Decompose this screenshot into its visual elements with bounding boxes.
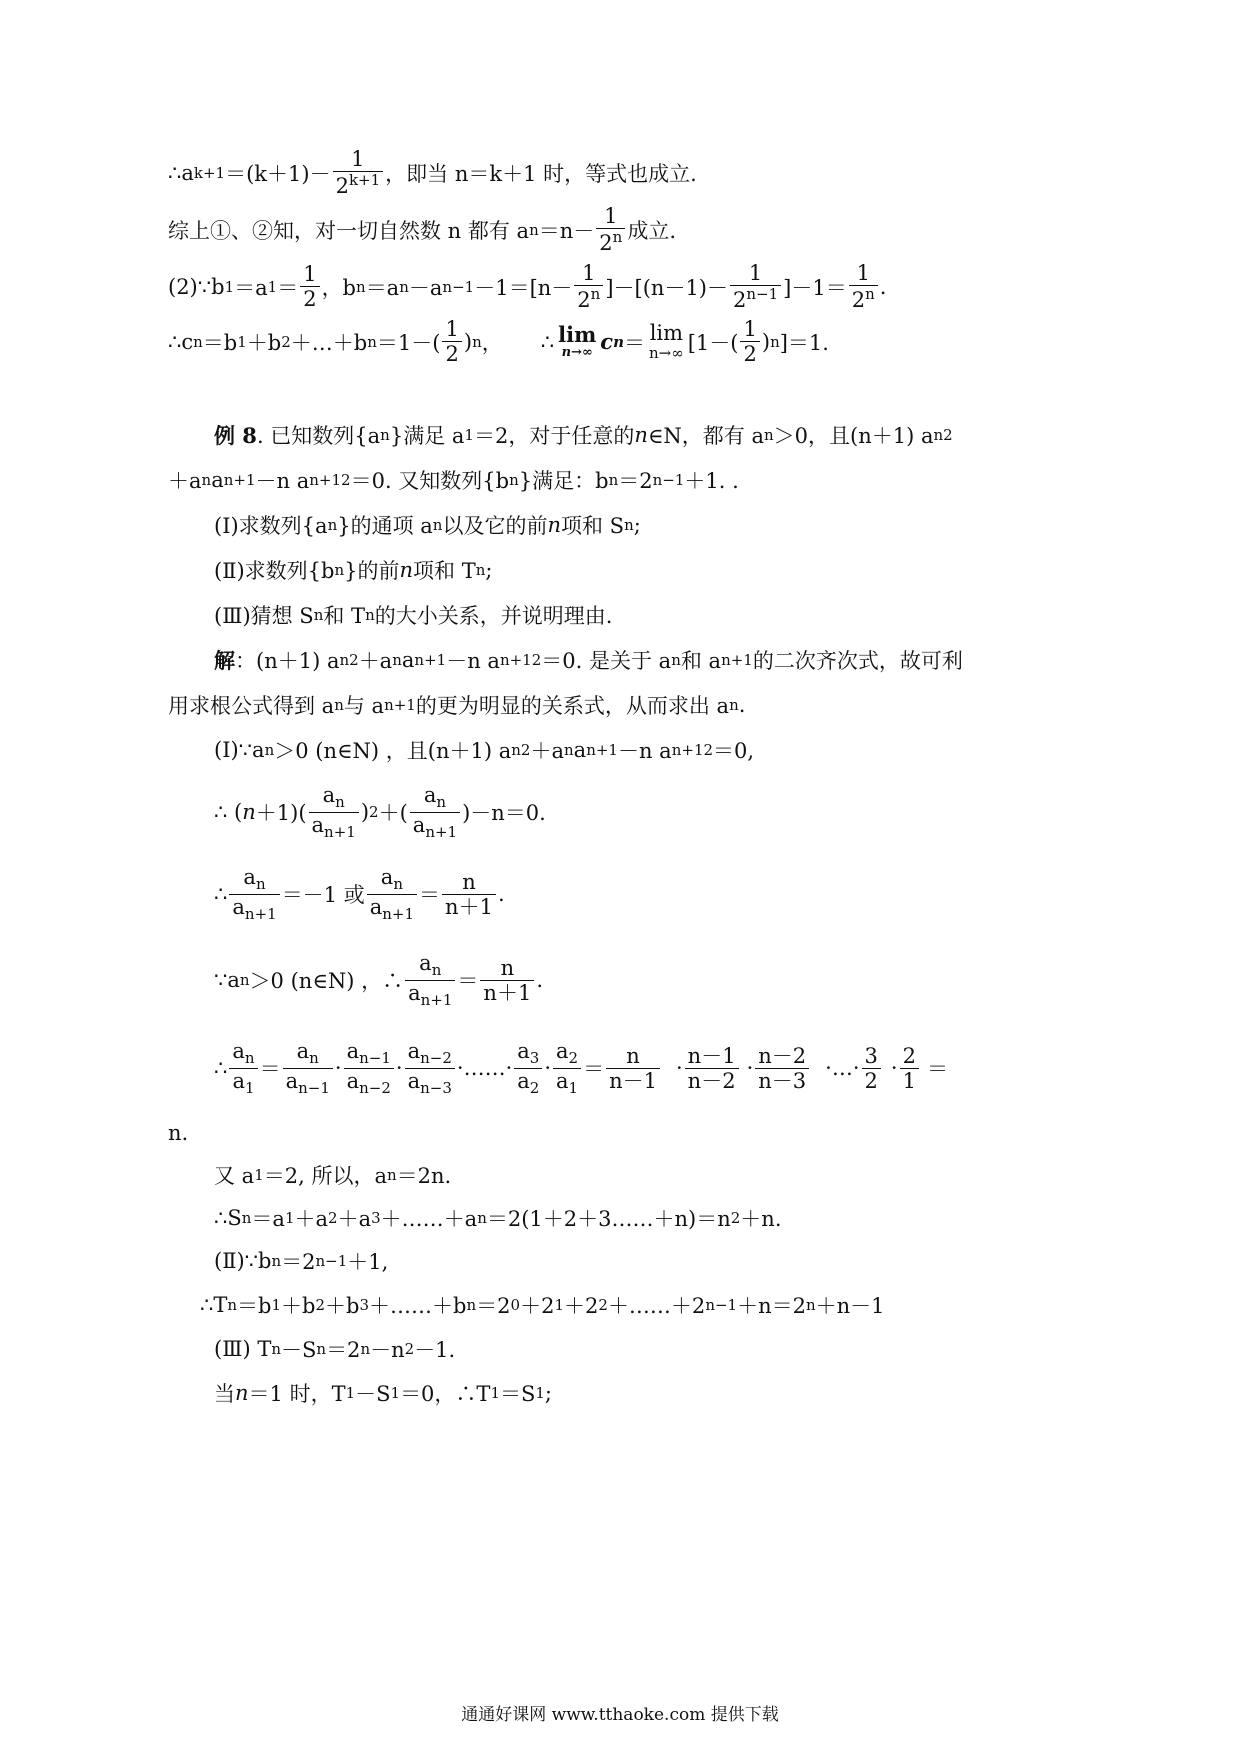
solution-line-6: ∵a n ＞0 (n∈N) ，∴ $a_n$ $a_{n+1}$ ＝ n n＋1 . — [214, 951, 543, 1010]
text: a — [401, 648, 415, 672]
subscript: n — [367, 332, 377, 351]
fraction: $a_2$ $a_1$ — [553, 1040, 581, 1097]
text: ＝b — [202, 330, 238, 355]
proof-line-2 — [168, 205, 676, 254]
subscript: 2 — [281, 332, 291, 351]
text: ) — [761, 329, 771, 354]
text: (Ⅲ)猜想 S — [214, 604, 314, 628]
fraction: $a_3$ $a_2$ — [514, 1040, 542, 1097]
text: ＝2 — [281, 1250, 316, 1274]
text: ＝b — [237, 1294, 272, 1318]
solution-line-4: ∴ ( n ＋1)( $a_n$ $a_{n+1}$ ) 2 ＋( $a_n$ $a_{n+1}$ )－n＝0. — [214, 783, 546, 842]
text: －S — [281, 1338, 317, 1362]
numerator: 1 — [445, 317, 459, 341]
proof-line-1 — [168, 148, 697, 197]
lim-label: lim — [649, 320, 684, 345]
text: 成立. — [627, 218, 677, 243]
text: －n a — [617, 739, 672, 763]
denominator: 2 — [300, 286, 319, 310]
text: . — [536, 968, 543, 993]
text: ＝2(1＋2＋3……＋n)＝n — [486, 1207, 731, 1231]
fraction: n－2 n－3 — [755, 1045, 809, 1092]
text: (Ⅲ) T — [214, 1337, 272, 1361]
footer: 通通好课网 www.tthaoke.com 提供下载 — [461, 1705, 779, 1725]
text: ＋a — [337, 1207, 372, 1231]
text: －a — [408, 275, 443, 300]
lim-label: lim — [558, 321, 597, 347]
text: ＝－1 或 — [281, 883, 365, 908]
text: ]－1＝ — [783, 275, 847, 300]
denominator — [596, 228, 625, 254]
text: ＞0，且(n＋1) a — [773, 424, 934, 448]
limit — [558, 323, 596, 360]
fraction — [730, 262, 781, 311]
den-base: 2 — [577, 288, 591, 313]
den-sup: n — [865, 285, 875, 304]
den-sup: n−1 — [746, 285, 779, 304]
text: 与 a — [343, 694, 385, 718]
text: ＋a — [530, 739, 564, 763]
solution-line-13: (Ⅲ) T n －S n ＝2 n －n 2 －1. — [214, 1334, 455, 1364]
text: ＋( — [378, 801, 408, 826]
text: ＝0，∴T — [400, 1382, 491, 1406]
solution-line-5 — [214, 866, 505, 923]
fraction — [442, 318, 461, 365]
text: 的二次齐次式，故可利 — [752, 649, 963, 673]
text: 又 a — [214, 1164, 255, 1188]
solution-line-3: (Ⅰ)∵a n ＞0 (n∈N) ，且(n＋1) a n 2 ＋a n a n+1 －n a n+1 2 ＝0, — [214, 735, 754, 765]
solution-line-12: ∴T n ＝b 1 ＋b 2 ＋b 3 ＋……＋b n ＝2 0 ＋2 1 ＋2 2 ＋……＋2 n−1 ＋n＝2 n ＋n－1 — [200, 1290, 885, 1320]
solution-line-2: 用求根公式得到 a n 与 a n+1 的更为明显的关系式，从而求出 a n . — [168, 690, 745, 720]
superscript: n — [770, 332, 780, 351]
subscript: n−1 — [442, 277, 475, 296]
text: 以及它的前 — [442, 514, 548, 538]
text: －n a — [446, 649, 500, 673]
denominator — [849, 285, 878, 311]
text: 的大小关系，并说明理由. — [374, 604, 613, 628]
text: 当 — [214, 1382, 235, 1406]
fraction: 3 2 — [862, 1045, 881, 1092]
text: )－n＝0. — [462, 801, 546, 826]
lim-sub: n→∞ — [649, 343, 684, 362]
proof-line-4 — [168, 318, 829, 365]
fraction: n n＋1 — [480, 957, 534, 1004]
text: ＋……＋b — [369, 1294, 467, 1318]
text: ∴ ( — [214, 800, 243, 825]
text: ＋a — [358, 649, 393, 673]
text: ]－[(n－1)－ — [605, 275, 729, 300]
text: ＝n－ — [538, 218, 595, 243]
text: ＝2，对于任意的 — [473, 424, 635, 448]
denominator: 2 — [442, 341, 461, 365]
text: . 已知数列{a — [256, 424, 381, 448]
den-base: 2 — [599, 231, 613, 256]
solution-line-1: 解 ：(n＋1) a n 2 ＋a n a n+1 －n a n+1 2 ＝0. 是关于 a n 和 a n+1 的二次齐次式，故可利 — [214, 645, 963, 675]
text: －n — [370, 1338, 405, 1362]
text: (Ⅱ)求数列{b — [214, 559, 335, 583]
fraction: $a_n$ $a_{n+1}$ — [405, 952, 455, 1009]
text: ＋b — [246, 330, 282, 355]
text: ＋…＋b — [290, 330, 368, 355]
text: ＋n－1 — [815, 1294, 885, 1318]
example-line-1: 例 8 . 已知数列{a n }满足 a 1 ＝2，对于任意的 n ∈N，都有 a n ＞0，且(n＋1) a n 2 — [214, 420, 953, 450]
proof-line-3 — [168, 262, 886, 311]
text: . — [497, 882, 505, 907]
text: }的通项 a — [337, 514, 433, 538]
numerator: 1 — [748, 261, 763, 285]
text: －S — [355, 1382, 391, 1406]
text: 和 T — [323, 604, 366, 628]
numerator: 1 — [351, 147, 365, 171]
denominator — [333, 171, 384, 197]
text: ∴T — [200, 1293, 228, 1317]
question-2: (Ⅱ)求数列{b n }的前 n 项和 T n ; — [214, 555, 492, 585]
fraction: $a_n$ $a_{n+1}$ — [229, 866, 279, 923]
text: ＝ — [624, 330, 645, 355]
text: ， — [481, 330, 503, 355]
fraction: $a_n$ $a_{n+1}$ — [410, 784, 460, 841]
solution-label: 解 — [214, 648, 235, 673]
text: ＝2 — [476, 1294, 511, 1318]
text: ＝2 — [618, 469, 653, 493]
text: ＋1. . — [684, 469, 739, 493]
fraction — [596, 205, 625, 254]
solution-line-9: 又 a 1 ＝2, 所以，a n ＝2n. — [214, 1160, 451, 1190]
text: }的前 — [344, 559, 400, 583]
text: ＝a — [251, 1207, 285, 1231]
subscript: 1 — [237, 332, 247, 351]
text: ＋b — [281, 1294, 316, 1318]
lim-sub: n→∞ — [561, 344, 593, 360]
text: a — [211, 468, 224, 492]
example-label: 例 8 — [214, 423, 257, 448]
text: ＋a — [294, 1207, 329, 1231]
text: －n a — [255, 469, 310, 493]
fraction: $a_n$ $a_{n-1}$ — [283, 1040, 333, 1097]
text: ＝S — [499, 1382, 536, 1406]
text: ＝a — [365, 275, 400, 300]
den-sup: k+1 — [348, 171, 381, 190]
subscript: n — [356, 277, 366, 296]
text: . — [879, 274, 887, 299]
subscript: n — [529, 220, 539, 239]
fraction — [333, 148, 384, 197]
fraction — [740, 318, 759, 365]
text: n — [634, 423, 648, 447]
text: ＝0, — [713, 739, 755, 763]
question-3: (Ⅲ)猜想 S n 和 T n 的大小关系，并说明理由. — [214, 600, 612, 630]
text: ＝1 时，T — [248, 1382, 346, 1406]
fraction: $a_{n-2}$ $a_{n-3}$ — [405, 1040, 455, 1097]
fraction: n n＋1 — [442, 871, 496, 918]
question-1: (Ⅰ)求数列{a n }的通项 a n 以及它的前 n 项和 S n ; — [214, 510, 641, 540]
den-sup: n — [590, 285, 601, 304]
numerator: 1 — [303, 262, 317, 286]
text: ) — [463, 329, 473, 354]
text: (Ⅰ)∵a — [214, 738, 265, 762]
text: ＋2 — [564, 1294, 599, 1318]
den-base: 2 — [851, 288, 866, 313]
text: a — [573, 738, 587, 762]
text: ＝(k＋1)－ — [225, 161, 331, 186]
text: －1. — [414, 1338, 456, 1362]
fraction: $a_n$ $a_{n+1}$ — [309, 784, 359, 841]
text: 和 a — [680, 649, 722, 673]
text: ＝0. 是关于 a — [541, 649, 672, 673]
text: 项和 S — [561, 514, 625, 538]
text: ＝ — [419, 883, 441, 908]
superscript: n — [472, 332, 482, 351]
text: }满足：b — [518, 469, 609, 493]
text: ∴c — [168, 329, 194, 354]
denominator: 2 — [740, 341, 759, 365]
text: ]＝1. — [779, 330, 829, 355]
text: [1－( — [687, 330, 739, 355]
text: ∈N，都有 a — [647, 424, 764, 448]
subscript: n — [193, 332, 203, 351]
text: ∴a — [168, 160, 194, 185]
text: ，b — [321, 275, 357, 300]
text: ＞0 (n∈N) ，且(n＋1) a — [274, 739, 512, 763]
solution-line-14: 当 n ＝1 时，T 1 －S 1 ＝0，∴T 1 ＝S 1 ; — [214, 1378, 552, 1408]
text: ＝1－( — [376, 330, 441, 355]
text: 项和 T — [413, 559, 476, 583]
subscript: k+1 — [193, 163, 226, 182]
text: ＋b — [325, 1294, 360, 1318]
text: ; — [544, 1381, 552, 1405]
fraction: $a_n$ $a_{n+1}$ — [367, 866, 417, 923]
solution-line-11: (Ⅱ)∵b n ＝2 n−1 ＋1, — [214, 1246, 388, 1276]
denominator — [574, 285, 603, 311]
fraction — [300, 263, 319, 310]
text: ∴ — [214, 882, 228, 907]
subscript: n — [399, 277, 409, 296]
numerator: 1 — [604, 204, 618, 228]
subscript: 1 — [224, 277, 235, 296]
text: －1＝[n－ — [474, 275, 573, 300]
numerator: 1 — [743, 317, 757, 341]
text: n — [242, 800, 256, 825]
text: (Ⅰ)求数列{a — [214, 514, 328, 538]
text: (2)∵b — [168, 274, 225, 299]
text: ＋2 — [520, 1294, 555, 1318]
numerator: 1 — [856, 261, 870, 285]
den-base: 2 — [733, 288, 747, 313]
text: c — [600, 329, 614, 355]
text: ＋a — [168, 469, 202, 493]
text: ∴ — [540, 329, 555, 354]
text: ＝a — [234, 275, 268, 300]
fraction: $a_{n-1}$ $a_{n-2}$ — [344, 1040, 394, 1097]
text: ：(n＋1) a — [235, 649, 340, 673]
subscript: 1 — [267, 277, 278, 296]
solution-line-7: ∴ $a_n$ $a_1$ ＝ $a_n$ $a_{n-1}$ · $a_{n-1}$ $a_{n-2}$ · $a_{n-2}$ $a_{n-3}$ ·……· $a_3$ $a_2$ · $a_2$ $a_1$ ＝ n n－1 · n－1 n－2 · n－2 n－3 ·…· 3 2 · 2 1 ＝ — [214, 1039, 948, 1098]
text: ＋1)( — [255, 801, 307, 826]
text: ＋n. — [740, 1207, 782, 1231]
text: ＝ — [457, 969, 479, 994]
text: (Ⅱ)∵b — [214, 1249, 272, 1273]
fraction: n n－1 — [606, 1045, 660, 1092]
text: 用求根公式得到 a — [168, 694, 335, 718]
text: ＋……＋2 — [607, 1294, 706, 1318]
fraction: $a_n$ $a_1$ — [229, 1040, 257, 1097]
subscript: n — [613, 332, 624, 351]
text: ，即当 n＝k＋1 时，等式也成立. — [385, 161, 697, 186]
den-base: 2 — [335, 174, 349, 199]
denominator — [730, 285, 781, 311]
limit — [649, 322, 684, 362]
solution-line-10: ∴S n ＝a 1 ＋a 2 ＋a 3 ＋……＋a n ＝2(1＋2＋3……＋n)＝n 2 ＋n. — [214, 1203, 782, 1233]
text: 综上①、②知，对一切自然数 n 都有 a — [168, 218, 530, 243]
text: ) — [360, 800, 370, 825]
numerator: 1 — [582, 261, 596, 285]
fraction — [574, 262, 603, 311]
text: 的更为明显的关系式，从而求出 a — [415, 694, 730, 718]
text: ＝ — [277, 275, 299, 300]
text: ＋n＝2 — [737, 1294, 806, 1318]
fraction — [849, 262, 878, 311]
text: ＞0 (n∈N) ，∴ — [249, 969, 404, 994]
text: ∴S — [214, 1206, 242, 1230]
fraction: n－1 n－2 — [685, 1045, 739, 1092]
text: ＝2 — [326, 1338, 361, 1362]
text: ＋1, — [347, 1250, 389, 1274]
solution-line-8 — [168, 1121, 188, 1145]
example-line-2: ＋a n a n+1 －n a n+1 2 ＝0. 又知数列{b n }满足：b n ＝2 n−1 ＋1. . — [168, 465, 739, 495]
den-sup: n — [612, 228, 623, 247]
text: }满足 a — [389, 424, 465, 448]
text: ＝0. 又知数列{b — [350, 469, 510, 493]
text: n. — [168, 1121, 189, 1145]
text: ＝2, 所以，a — [263, 1164, 387, 1188]
fraction: 2 1 — [900, 1045, 919, 1092]
text: ∵a — [214, 968, 240, 993]
text: ＝2n. — [396, 1164, 452, 1188]
text: ＋……＋a — [380, 1207, 478, 1231]
text: . — [738, 693, 746, 717]
